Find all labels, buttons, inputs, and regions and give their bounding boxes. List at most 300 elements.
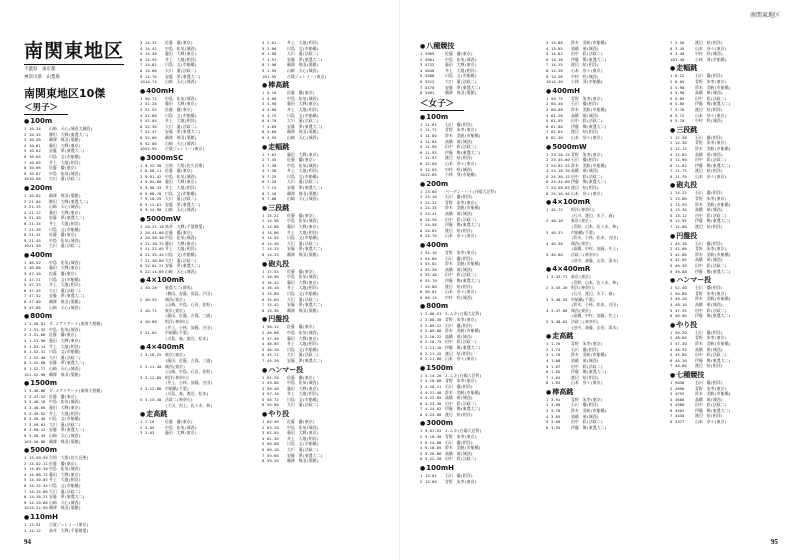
event-name: 砲丸投: [676, 181, 698, 190]
rank: 9: [140, 268, 143, 274]
rank: 8: [420, 90, 423, 96]
mark: 5.90: [675, 90, 685, 96]
rank: 1: [262, 419, 265, 425]
rank: 2: [670, 78, 673, 84]
mark: 2.10.22: [425, 333, 442, 339]
rank: 9: [420, 294, 423, 300]
mark: 41.05: [675, 257, 687, 263]
result-row: [420, 295, 538, 301]
rank: 8: [670, 45, 673, 51]
rank: 1: [24, 259, 27, 265]
athlete-name: 井上 大地(相洋): [287, 285, 319, 291]
athlete-name: 山崎 天心(城西): [49, 499, 81, 505]
rank: 6: [546, 369, 549, 375]
mark: 16.90: [267, 274, 279, 280]
rank: 8: [546, 67, 549, 73]
rank: 1: [420, 372, 423, 378]
result-row: [262, 135, 378, 141]
event-heading: [262, 143, 378, 152]
result-row: [24, 305, 132, 311]
athlete-name: 大川 蓮(法政二): [49, 421, 81, 427]
mark: 3.43.71: [551, 274, 568, 280]
rank: 4: [546, 240, 549, 246]
athlete-name: 髙井 大輝(千葉敬愛): [165, 224, 205, 230]
athlete-name: 伊藤 舞(東農大二): [571, 179, 607, 185]
rank: 5: [140, 330, 143, 336]
rank: 6: [140, 190, 143, 196]
athlete-name: 渡辺 結(相洋): [695, 363, 724, 369]
athlete-name: 高橋 萌(城西): [695, 90, 724, 96]
rank: 1: [546, 207, 549, 213]
rank: 8: [140, 263, 143, 269]
athlete-name: 大川 蓮(法政二): [165, 123, 197, 129]
mark: 11.93: [425, 149, 437, 155]
rank: 10: [262, 73, 267, 79]
athlete-name: 佐藤 優(東京): [165, 106, 194, 112]
athlete-name: 井上 大地(相洋): [287, 40, 319, 45]
athlete-name: J.ムネ(白鴎大足利): [445, 372, 482, 378]
mark: 24.58: [425, 222, 437, 228]
mark: 11.80: [425, 132, 437, 138]
mark: 21.22.05: [145, 246, 164, 252]
rank: 9: [140, 207, 143, 213]
mark: 2.03: [145, 430, 155, 436]
athlete-name: 藤田 大輝(東京): [49, 404, 81, 410]
rank: 3: [262, 335, 265, 341]
rank: 5: [420, 333, 423, 339]
mark: 14.05.30: [29, 466, 48, 472]
result-row: [24, 243, 132, 249]
athlete-name: 高橋 萌(城西): [571, 45, 600, 51]
mark: 4.21.40: [425, 389, 442, 395]
mark: 42.66: [675, 246, 687, 252]
athlete-name: 鈴木 美帆(市船橋): [695, 340, 731, 346]
athlete-name: 井上 大地(相洋): [49, 343, 81, 349]
rank: 9: [24, 170, 27, 176]
result-row: [262, 74, 378, 80]
result-row: [140, 79, 252, 85]
event-name: 5000mW: [552, 142, 587, 151]
event-heading: [140, 154, 252, 163]
rank: 3: [24, 466, 27, 472]
mark: 3.47.80: [551, 307, 568, 313]
rank: 1: [546, 274, 549, 280]
athlete-name: 井上 大地(相洋): [287, 106, 319, 112]
athlete-name: 鵜澤 飛羽(築館): [49, 505, 81, 511]
rank: 6: [420, 456, 423, 462]
rank: 3: [670, 251, 673, 257]
mark: 3.50.45: [29, 432, 46, 438]
rank: 8: [670, 112, 673, 118]
rank: 3: [420, 199, 423, 205]
bullet-icon: ●: [24, 118, 30, 125]
mark: 20.82: [29, 192, 41, 198]
mark: 4890: [675, 385, 685, 391]
event-heading: [24, 251, 132, 260]
rank: 8: [420, 411, 423, 417]
mark: 4.60: [267, 129, 277, 135]
rank: 2: [420, 434, 423, 440]
bullet-icon: ●: [670, 321, 676, 329]
rank: 2: [24, 393, 27, 399]
mark: 12.00: [425, 160, 437, 166]
mark: 50.72: [145, 95, 157, 101]
mark: 14.08.72: [29, 471, 48, 477]
mark: 3.11.40: [145, 363, 162, 369]
mark: 1.76: [551, 341, 561, 347]
athlete-name: 高橋 萌(城西): [445, 450, 474, 456]
athlete-name: 青野 朱李(東京): [445, 434, 477, 440]
bullet-icon: ●: [262, 260, 268, 268]
athlete-name: (川島、森、渡辺、松本): [165, 335, 209, 341]
mark: 1.50.81: [29, 321, 46, 327]
rank: 2: [262, 380, 265, 386]
mark: 60.88: [551, 106, 563, 112]
athlete-name: 山崎 天心(城西): [287, 67, 319, 73]
mark: 45.80: [675, 352, 687, 358]
rank: 2: [420, 194, 423, 200]
mark: 2.11.10: [425, 344, 442, 350]
mark: 2.11.80: [425, 356, 442, 362]
rank: 3: [670, 296, 673, 302]
athlete-name: 伊藤 舞(東農大二): [695, 407, 731, 413]
mark: 11.90: [425, 144, 437, 150]
mark: 1.98: [267, 51, 277, 57]
rank: 6: [420, 278, 423, 283]
athlete-name: 井上 大地(相洋): [287, 229, 319, 235]
athlete-name: 青野 朱李(東京): [571, 341, 603, 347]
rank: 3: [670, 84, 673, 90]
rank: 2: [140, 424, 143, 430]
athlete-name: 伊藤 舞(東農大二): [695, 313, 731, 319]
rank: 4: [262, 229, 265, 235]
rank: 8: [24, 360, 27, 366]
athlete-name: 高橋 萌(城西): [445, 138, 474, 144]
bullet-icon: ●: [24, 184, 30, 192]
athlete-name: 井上 大地(相洋): [49, 159, 81, 165]
rank: 3: [24, 204, 27, 210]
athlete-name: 中村 咲(城西): [445, 294, 474, 300]
result-row: [670, 269, 782, 275]
mark: 3.13.30: [145, 397, 162, 403]
athlete-name: 田中 彩(法政二): [445, 339, 477, 345]
athlete-name: 安藤 夢(東農大二): [49, 148, 85, 154]
event-heading: [24, 513, 132, 522]
mark: 4.75: [267, 112, 277, 118]
rank: 1: [140, 224, 143, 230]
rank: 4: [420, 389, 423, 395]
athlete-name: 川島 文(市船橋): [287, 173, 319, 179]
rank: 4: [262, 106, 265, 112]
mark: 14.12.44: [29, 483, 48, 489]
mark: 4.20.11: [425, 383, 442, 389]
mark: 14.15.80: [29, 488, 48, 494]
rank: 2: [140, 168, 143, 174]
athlete-name: 伊藤 舞(東農大二): [695, 268, 731, 274]
mark: 6.05: [675, 78, 685, 84]
athlete-name: (柳田、安藤、高島、戸田): [165, 290, 213, 296]
bullet-icon: ●: [420, 43, 426, 50]
athlete-name: 相洋(神奈川): [165, 318, 190, 324]
mark: 49.20: [675, 296, 687, 302]
athlete-name: 渡辺 結(相洋): [571, 374, 600, 380]
result-row: [670, 118, 782, 124]
rank: 9: [140, 140, 143, 146]
mark: 4502: [675, 407, 685, 413]
athlete-name: 渡辺 結(相洋): [445, 155, 474, 161]
rank: 8: [262, 252, 265, 257]
rank: 3: [24, 137, 27, 143]
athlete-name: 大川 蓮(法政二): [49, 243, 81, 249]
bullet-icon: ●: [262, 366, 268, 374]
event-name: やり投: [676, 320, 698, 329]
mark: 9.14.88: [425, 439, 442, 445]
event-name: 走高跳: [146, 410, 168, 419]
athlete-name: 高橋 萌(城西): [445, 266, 474, 272]
athlete-name: 中島 佑気(城西): [49, 399, 81, 405]
rank: 2: [262, 157, 265, 163]
mark: 14.18.21: [29, 494, 48, 500]
rank: 8: [24, 494, 27, 500]
rank: 5: [670, 157, 673, 163]
athlete-name: 大川 蓮(法政二): [165, 257, 197, 263]
rank: 5: [670, 95, 673, 101]
rank: 4: [262, 341, 265, 347]
athlete-name: 渡辺 結(相洋): [695, 40, 724, 45]
rank: 6: [670, 101, 673, 107]
rank: 2: [262, 218, 265, 224]
mark: 3.46.55: [551, 296, 568, 302]
athlete-name: 高橋 萌(城西): [445, 211, 474, 217]
mark: 7.10: [267, 190, 277, 196]
mark: 9.14.90: [145, 207, 162, 213]
event-heading: [262, 81, 378, 90]
athlete-name: 中島 佑気(城西): [287, 424, 319, 430]
athlete-name: 鈴木 美帆(市船橋): [571, 352, 607, 358]
rank: 9: [24, 499, 27, 505]
athlete-name: 鈴木 美帆(市船橋): [695, 145, 731, 151]
bullet-icon: ●: [24, 380, 30, 388]
rank: 1: [420, 121, 423, 127]
athlete-name: (石川、渡辺、木下、森): [571, 212, 615, 218]
athlete-name: 渡辺 結(相洋): [695, 413, 724, 419]
event-heading: [420, 419, 538, 428]
mark: 47.66: [29, 304, 41, 310]
rank: 6: [670, 357, 673, 363]
mark: 5801: [425, 56, 435, 62]
athlete-name: 藤田 大輝(東京): [287, 430, 319, 436]
rank: 3: [24, 271, 27, 277]
bullet-icon: ●: [262, 204, 268, 212]
mark: 1.52.90: [29, 371, 46, 377]
event-name: 100m: [426, 112, 449, 121]
result-row: [24, 176, 132, 182]
mark: 51.20: [145, 101, 157, 107]
rank: 10: [670, 56, 675, 62]
mark: 4377: [675, 419, 685, 425]
athlete-name: 藤田 大輝(東京): [287, 151, 319, 157]
rank: 1: [24, 126, 27, 131]
athlete-name: 井上 大地(相洋): [165, 185, 197, 191]
rank: 9: [140, 73, 143, 79]
mark: 50.88: [675, 290, 687, 296]
athlete-name: 市船橋(千葉): [571, 229, 596, 235]
mark: 5038: [675, 379, 685, 385]
rank: 5: [262, 45, 265, 51]
mark: 5.98: [675, 84, 685, 90]
event-heading: [420, 302, 538, 311]
athlete-name: 井上 大地(相洋): [445, 67, 477, 73]
mark: 62.30: [551, 134, 563, 140]
bullet-icon: ●: [140, 277, 146, 285]
athlete-name: 山本 奈々(東京): [695, 112, 727, 118]
mark: 45.10: [675, 357, 687, 363]
result-row: [420, 172, 538, 178]
athlete-name: 藤田 大輝(東京): [165, 179, 197, 185]
rank: 5: [262, 112, 265, 118]
rank: 8: [24, 232, 27, 238]
mark: 4.14.20: [425, 372, 442, 378]
mark: 1.51.66: [29, 332, 46, 338]
event-name: 八種競技: [426, 42, 455, 50]
mark: 15.30: [267, 307, 279, 313]
rank: 4: [140, 179, 143, 185]
athlete-name: 相洋(神奈川): [165, 374, 190, 380]
mark: 21.04: [29, 198, 41, 204]
athlete-name: 石川 優(相洋): [695, 240, 724, 246]
rank: 2: [670, 335, 673, 341]
mark: 5470: [425, 84, 435, 90]
athlete-name: 渡辺 結(相洋): [571, 185, 600, 191]
rank: 6: [420, 400, 423, 406]
athlete-name: 青野 朱李(東京): [445, 250, 477, 256]
mark: 52.80: [145, 140, 157, 146]
athlete-name: 佐藤 優(東京): [49, 460, 78, 466]
rank: 7: [670, 224, 673, 230]
athlete-name: 井上 大地(相洋): [287, 391, 319, 397]
mark: 13.80: [425, 478, 437, 484]
athlete-name: 渡辺 結(相洋): [695, 224, 724, 230]
athlete-name: 井上 大地(相洋): [287, 168, 319, 174]
page-number-right: 95: [771, 538, 778, 546]
rank: 1: [670, 379, 673, 385]
athlete-name: 川島 文(市船橋): [287, 441, 319, 447]
rank: 4: [140, 240, 143, 246]
mark: 7.45: [267, 157, 277, 163]
rank: 9: [24, 432, 27, 438]
mark: 41.80: [675, 251, 687, 257]
athlete-name: 東京(東京): [165, 352, 186, 358]
athlete-name: 吉岡 大翔(佐久長聖): [49, 455, 89, 461]
rank: 2: [24, 198, 27, 204]
rank: 9: [670, 51, 673, 57]
rank: 7: [420, 222, 423, 228]
athlete-name: 中村 咲(城西): [695, 118, 724, 124]
athlete-name: 安藤 夢(東農大二): [287, 302, 323, 308]
mark: 11.75: [675, 168, 687, 174]
mark: 9.18.05: [425, 445, 442, 451]
mark: 3.70: [551, 408, 561, 414]
athlete-name: 安藤 夢(東農大二): [165, 201, 201, 207]
rank: 3: [420, 439, 423, 445]
page-number-left: 94: [24, 538, 31, 546]
event-name: 走高跳: [552, 332, 574, 341]
mark: 4430: [675, 413, 685, 419]
mark: 15.21: [267, 212, 279, 218]
mark: 45.72: [267, 352, 279, 358]
rank: 3: [24, 399, 27, 405]
rank: 2: [24, 326, 27, 332]
athlete-name: 鈴木 美帆(市船橋): [445, 328, 481, 334]
mark: 1.52.48: [29, 354, 46, 360]
event-heading: [24, 379, 132, 388]
rank: 5: [546, 51, 549, 57]
rank: 7: [262, 123, 265, 129]
rank: 2: [420, 378, 423, 384]
mark: 4580: [675, 402, 685, 408]
mark: 13.61: [425, 473, 437, 479]
athlete-name: 大川 蓮(法政二): [287, 402, 319, 408]
mark: 21.35.44: [145, 252, 164, 257]
athlete-name: 鵜澤 飛羽(築館): [287, 252, 319, 257]
rank: 9: [670, 118, 673, 124]
athlete-name: 川島 文(市船橋): [49, 226, 81, 232]
athlete-name: 中村 咲(城西): [445, 166, 474, 172]
rank: 4: [546, 307, 549, 313]
event-name: 400mH: [552, 86, 581, 95]
mark: 3.12.05: [145, 374, 162, 380]
rank: 4: [420, 67, 423, 73]
athlete-name: 石川 優(相洋): [445, 322, 474, 328]
event-heading: [140, 410, 252, 419]
mark: 59.66: [267, 452, 279, 458]
rank: 7: [420, 155, 423, 161]
rank: 3: [420, 132, 423, 138]
athlete-name: 中島 佑気(城西): [49, 466, 81, 472]
athlete-name: 中島 佑気(城西): [49, 170, 81, 176]
athlete-name: 石川 優(相洋): [445, 439, 474, 445]
athlete-name: 藤田 大輝(東京): [165, 430, 197, 436]
rank: 4: [262, 391, 265, 397]
athlete-name: 吉岡 大翔(佐久長聖): [165, 162, 205, 168]
bullet-icon: ●: [670, 232, 676, 240]
mark: 40.71: [145, 307, 157, 313]
athlete-name: 田中 彩(法政二): [695, 95, 727, 101]
rank: 8: [140, 67, 143, 73]
athlete-name: (藤田、佐藤、古賀、三浦): [165, 313, 213, 319]
mark: 2.01: [267, 40, 277, 45]
mark: 2.11.42: [425, 350, 442, 356]
rank: 10: [546, 79, 551, 85]
event-heading: [420, 113, 538, 122]
rank: 9: [262, 67, 265, 73]
mark: 14.61: [145, 62, 157, 68]
mark: 61.20: [267, 374, 279, 380]
athlete-name: 川島 文(市船橋): [49, 153, 81, 159]
rank: 6: [262, 296, 265, 302]
athlete-name: 石川 優(相洋): [571, 157, 600, 163]
event-name: 走幅跳: [268, 142, 290, 151]
mark: 5.10: [267, 90, 277, 96]
mark: 14.98: [267, 218, 279, 224]
rank: 9: [24, 365, 27, 371]
athlete-name: 鵜澤 飛羽(築館): [49, 371, 81, 377]
rank: 3: [420, 383, 423, 389]
rank: 2: [262, 424, 265, 430]
athlete-name: 鈴木 美帆(市船橋): [445, 132, 481, 138]
credit-line-2: 神奈川県 山梨県: [24, 75, 60, 80]
athlete-name: 石川 優(相洋): [445, 473, 474, 479]
